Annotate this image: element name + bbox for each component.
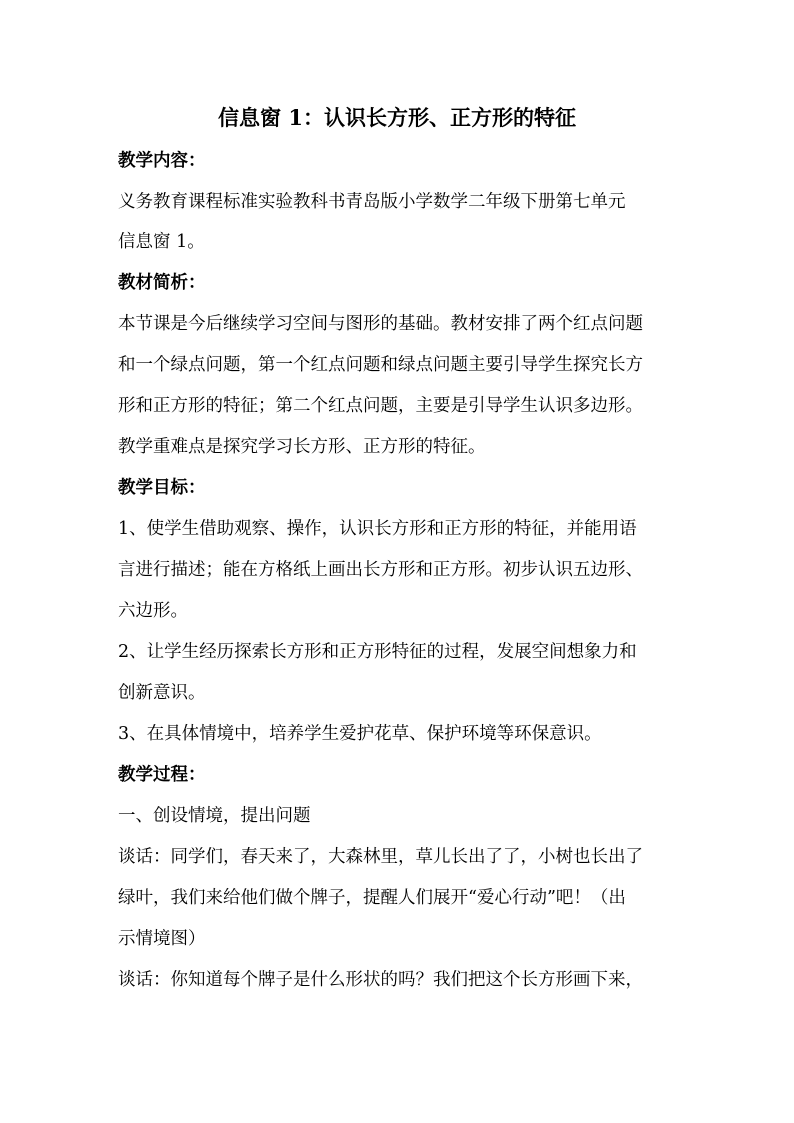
section-heading-content: 教学内容： xyxy=(118,151,206,171)
paragraph-line: 绿叶，我们来给他们做个牌子，提醒人们展开“爱心行动”吧！（出 xyxy=(118,888,626,908)
page-title: 信息窗 1：认识长方形、正方形的特征 xyxy=(218,105,576,130)
paragraph-line: 义务教育课程标准实验教科书青岛版小学数学二年级下册第七单元 xyxy=(118,192,626,212)
paragraph-line: 和一个绿点问题，第一个红点问题和绿点问题主要引导学生探究长方 xyxy=(118,355,643,375)
section-heading-process: 教学过程： xyxy=(118,765,206,785)
paragraph-line: 示情境图） xyxy=(118,929,206,949)
paragraph-line: 3、在具体情境中，培养学生爱护花草、保护环境等环保意识。 xyxy=(118,724,602,744)
paragraph-line: 六边形。 xyxy=(118,601,188,621)
section-heading-goals: 教学目标： xyxy=(118,478,206,498)
paragraph-line: 2、让学生经历探索长方形和正方形特征的过程，发展空间想象力和 xyxy=(118,642,637,662)
paragraph-line: 一、创设情境，提出问题 xyxy=(118,806,311,826)
paragraph-line: 形和正方形的特征；第二个红点问题，主要是引导学生认识多边形。 xyxy=(118,396,643,416)
paragraph-line: 谈话：同学们，春天来了，大森林里，草儿长出了了，小树也长出了 xyxy=(118,847,643,867)
paragraph-line: 言进行描述；能在方格纸上画出长方形和正方形。初步认识五边形、 xyxy=(118,560,643,580)
paragraph-line: 本节课是今后继续学习空间与图形的基础。教材安排了两个红点问题 xyxy=(118,314,643,334)
section-heading-analysis: 教材简析： xyxy=(118,273,206,293)
paragraph-line: 信息窗 1。 xyxy=(118,232,205,252)
paragraph-line: 谈话：你知道每个牌子是什么形状的吗？我们把这个长方形画下来， xyxy=(118,970,643,990)
paragraph-line: 教学重难点是探究学习长方形、正方形的特征。 xyxy=(118,437,486,457)
paragraph-line: 创新意识。 xyxy=(118,683,206,703)
paragraph-line: 1、使学生借助观察、操作，认识长方形和正方形的特征，并能用语 xyxy=(118,519,637,539)
